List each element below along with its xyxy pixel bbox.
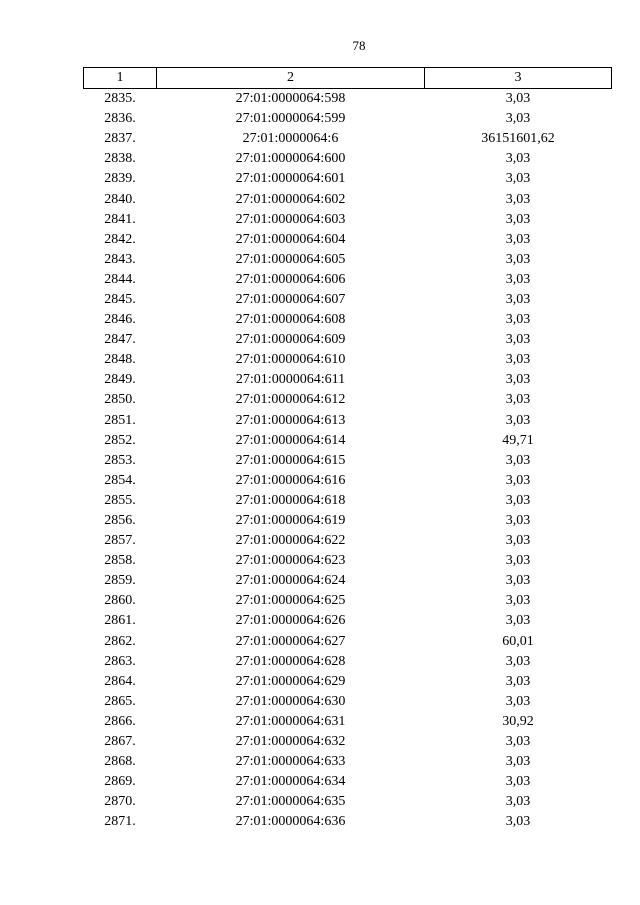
value-cell: 60,01 xyxy=(502,633,534,649)
row-number-cell: 2847. xyxy=(104,332,136,348)
value-cell: 3,03 xyxy=(505,111,531,127)
table-row xyxy=(84,772,612,792)
row-number-cell: 2838. xyxy=(104,151,136,167)
table-row xyxy=(84,230,612,250)
value-cell: 3,03 xyxy=(505,533,531,549)
row-number-cell: 2864. xyxy=(104,673,136,689)
row-number-cell: 2863. xyxy=(104,653,136,669)
value-cell: 36151601,62 xyxy=(481,131,555,147)
row-number-cell: 2850. xyxy=(104,392,136,408)
cadastral-number-cell: 27:01:0000064:610 xyxy=(235,352,346,368)
table-row xyxy=(84,712,612,732)
cadastral-number-cell: 27:01:0000064:614 xyxy=(235,432,346,448)
cadastral-number-cell: 27:01:0000064:636 xyxy=(235,814,346,830)
cadastral-number-cell: 27:01:0000064:619 xyxy=(235,513,346,529)
row-number-cell: 2840. xyxy=(104,191,136,207)
table-row xyxy=(84,611,612,631)
value-cell: 3,03 xyxy=(505,271,531,287)
row-number-cell: 2857. xyxy=(104,533,136,549)
cadastral-number-cell: 27:01:0000064:629 xyxy=(235,673,346,689)
row-number-cell: 2862. xyxy=(104,633,136,649)
row-number-cell: 2858. xyxy=(104,553,136,569)
value-cell: 3,03 xyxy=(505,513,531,529)
value-cell: 3,03 xyxy=(505,372,531,388)
value-cell: 3,03 xyxy=(505,553,531,569)
table-row xyxy=(84,551,612,571)
column-header-3: 3 xyxy=(425,68,612,89)
cadastral-number-cell: 27:01:0000064:601 xyxy=(235,171,346,187)
table-row xyxy=(84,250,612,270)
cadastral-number-cell: 27:01:0000064:607 xyxy=(235,291,346,307)
value-cell: 3,03 xyxy=(505,151,531,167)
table-row xyxy=(84,390,612,410)
row-number-cell: 2837. xyxy=(104,131,136,147)
value-cell: 3,03 xyxy=(505,693,531,709)
row-number-cell: 2859. xyxy=(104,573,136,589)
row-number-cell: 2843. xyxy=(104,251,136,267)
cadastral-number-cell: 27:01:0000064:632 xyxy=(235,734,346,750)
row-number-cell: 2851. xyxy=(104,412,136,428)
table-row xyxy=(84,129,612,149)
table-row xyxy=(84,290,612,310)
table-row xyxy=(84,531,612,551)
table-row xyxy=(84,310,612,330)
row-number-cell: 2849. xyxy=(104,372,136,388)
value-cell: 30,92 xyxy=(502,713,534,729)
table-row xyxy=(84,632,612,652)
row-number-cell: 2860. xyxy=(104,593,136,609)
table-body xyxy=(84,89,612,833)
cadastral-number-cell: 27:01:0000064:631 xyxy=(235,713,346,729)
cadastral-number-cell: 27:01:0000064:630 xyxy=(235,693,346,709)
table-row xyxy=(84,350,612,370)
data-table xyxy=(83,67,612,832)
value-cell: 3,03 xyxy=(505,191,531,207)
value-cell: 3,03 xyxy=(505,794,531,810)
value-cell: 3,03 xyxy=(505,231,531,247)
table-row xyxy=(84,471,612,491)
value-cell: 3,03 xyxy=(505,734,531,750)
value-cell: 3,03 xyxy=(505,332,531,348)
cadastral-number-cell: 27:01:0000064:600 xyxy=(235,151,346,167)
row-number-cell: 2855. xyxy=(104,492,136,508)
table-row xyxy=(84,189,612,209)
table-header-row xyxy=(84,68,612,89)
cadastral-number-cell: 27:01:0000064:616 xyxy=(235,472,346,488)
value-cell: 3,03 xyxy=(505,593,531,609)
row-number-cell: 2846. xyxy=(104,312,136,328)
table-row xyxy=(84,89,612,110)
value-cell: 3,03 xyxy=(505,171,531,187)
value-cell: 3,03 xyxy=(505,573,531,589)
cadastral-number-cell: 27:01:0000064:623 xyxy=(235,553,346,569)
table-row xyxy=(84,511,612,531)
cadastral-number-cell: 27:01:0000064:609 xyxy=(235,332,346,348)
table-row xyxy=(84,210,612,230)
table-row xyxy=(84,109,612,129)
value-cell: 3,03 xyxy=(505,251,531,267)
table-row xyxy=(84,752,612,772)
cadastral-number-cell: 27:01:0000064:627 xyxy=(235,633,346,649)
table-row xyxy=(84,571,612,591)
column-header-2: 2 xyxy=(157,68,425,89)
value-cell: 49,71 xyxy=(502,432,534,448)
cadastral-number-cell: 27:01:0000064:613 xyxy=(235,412,346,428)
table-row xyxy=(84,451,612,471)
cadastral-number-cell: 27:01:0000064:612 xyxy=(235,392,346,408)
value-cell: 3,03 xyxy=(505,452,531,468)
row-number-cell: 2861. xyxy=(104,613,136,629)
table-row xyxy=(84,149,612,169)
table-row xyxy=(84,812,612,832)
value-cell: 3,03 xyxy=(505,653,531,669)
row-number-cell: 2871. xyxy=(104,814,136,830)
cadastral-number-cell: 27:01:0000064:626 xyxy=(235,613,346,629)
value-cell: 3,03 xyxy=(505,492,531,508)
row-number-cell: 2839. xyxy=(104,171,136,187)
row-number-cell: 2841. xyxy=(104,211,136,227)
table-row xyxy=(84,330,612,350)
table-row xyxy=(84,270,612,290)
row-number-cell: 2865. xyxy=(104,693,136,709)
table-row xyxy=(84,491,612,511)
cadastral-number-cell: 27:01:0000064:624 xyxy=(235,573,346,589)
row-number-cell: 2845. xyxy=(104,291,136,307)
value-cell: 3,03 xyxy=(505,211,531,227)
page-number: 78 xyxy=(352,38,366,53)
table-row xyxy=(84,692,612,712)
row-number-cell: 2854. xyxy=(104,472,136,488)
row-number-cell: 2848. xyxy=(104,352,136,368)
cadastral-number-cell: 27:01:0000064:635 xyxy=(235,794,346,810)
cadastral-number-cell: 27:01:0000064:599 xyxy=(235,111,346,127)
row-number-cell: 2856. xyxy=(104,513,136,529)
table-row xyxy=(84,431,612,451)
row-number-cell: 2870. xyxy=(104,794,136,810)
cadastral-number-cell: 27:01:0000064:6 xyxy=(242,131,339,147)
row-number-cell: 2836. xyxy=(104,111,136,127)
table-row xyxy=(84,672,612,692)
table-row xyxy=(84,652,612,672)
cadastral-number-cell: 27:01:0000064:604 xyxy=(235,231,346,247)
row-number-cell: 2844. xyxy=(104,271,136,287)
row-number-cell: 2842. xyxy=(104,231,136,247)
row-number-cell: 2852. xyxy=(104,432,136,448)
cadastral-number-cell: 27:01:0000064:622 xyxy=(235,533,346,549)
cadastral-number-cell: 27:01:0000064:625 xyxy=(235,593,346,609)
row-number-cell: 2866. xyxy=(104,713,136,729)
cadastral-number-cell: 27:01:0000064:605 xyxy=(235,251,346,267)
cadastral-number-cell: 27:01:0000064:611 xyxy=(235,372,346,388)
cadastral-number-cell: 27:01:0000064:606 xyxy=(235,271,346,287)
table-row xyxy=(84,370,612,390)
cadastral-number-cell: 27:01:0000064:602 xyxy=(235,191,346,207)
row-number-cell: 2835. xyxy=(104,91,136,107)
value-cell: 3,03 xyxy=(505,392,531,408)
value-cell: 3,03 xyxy=(505,673,531,689)
value-cell: 3,03 xyxy=(505,352,531,368)
value-cell: 3,03 xyxy=(505,613,531,629)
cadastral-number-cell: 27:01:0000064:628 xyxy=(235,653,346,669)
cadastral-number-cell: 27:01:0000064:603 xyxy=(235,211,346,227)
value-cell: 3,03 xyxy=(505,312,531,328)
row-number-cell: 2868. xyxy=(104,754,136,770)
cadastral-number-cell: 27:01:0000064:634 xyxy=(235,774,346,790)
cadastral-number-cell: 27:01:0000064:633 xyxy=(235,754,346,770)
value-cell: 3,03 xyxy=(505,472,531,488)
table-row xyxy=(84,732,612,752)
value-cell: 3,03 xyxy=(505,91,531,107)
table-row xyxy=(84,169,612,189)
row-number-cell: 2867. xyxy=(104,734,136,750)
row-number-cell: 2869. xyxy=(104,774,136,790)
column-header-1: 1 xyxy=(84,68,157,89)
value-cell: 3,03 xyxy=(505,412,531,428)
value-cell: 3,03 xyxy=(505,814,531,830)
cadastral-number-cell: 27:01:0000064:598 xyxy=(235,91,346,107)
cadastral-number-cell: 27:01:0000064:618 xyxy=(235,492,346,508)
cadastral-number-cell: 27:01:0000064:615 xyxy=(235,452,346,468)
value-cell: 3,03 xyxy=(505,754,531,770)
cadastral-number-cell: 27:01:0000064:608 xyxy=(235,312,346,328)
table-row xyxy=(84,792,612,812)
table-row xyxy=(84,411,612,431)
value-cell: 3,03 xyxy=(505,291,531,307)
table-row xyxy=(84,591,612,611)
row-number-cell: 2853. xyxy=(104,452,136,468)
value-cell: 3,03 xyxy=(505,774,531,790)
